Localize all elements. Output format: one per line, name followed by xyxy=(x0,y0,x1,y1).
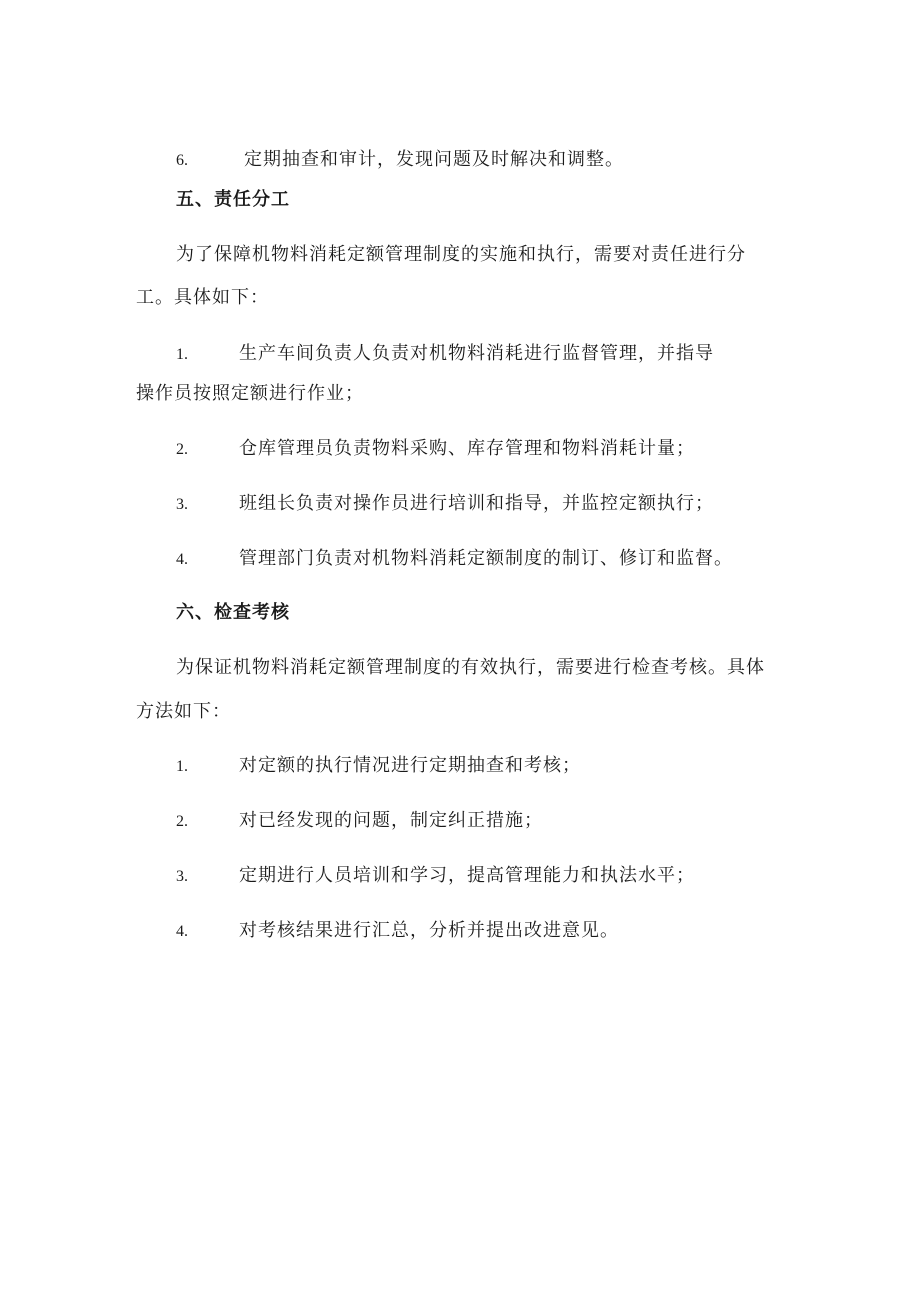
section-heading: 六、检查考核 xyxy=(176,602,290,623)
list-number: 2. xyxy=(176,813,188,830)
list-item-text: 对已经发现的问题，制定纠正措施； xyxy=(239,810,543,831)
list-number: 3. xyxy=(176,496,188,513)
list-item-text: 操作员按照定额进行作业； xyxy=(136,383,364,404)
list-item-text: 生产车间负责人负责对机物料消耗进行监督管理，并指导 xyxy=(239,343,714,364)
list-item-text: 仓库管理员负责物料采购、库存管理和物料消耗计量； xyxy=(239,438,695,459)
list-number: 1. xyxy=(176,758,188,775)
paragraph-text: 方法如下： xyxy=(136,701,231,722)
paragraph-text: 为了保障机物料消耗定额管理制度的实施和执行，需要对责任进行分 xyxy=(176,244,746,265)
list-item-text: 对定额的执行情况进行定期抽查和考核； xyxy=(239,755,581,776)
list-number: 6. xyxy=(176,152,188,169)
list-item-text: 定期进行人员培训和学习，提高管理能力和执法水平； xyxy=(239,865,695,886)
list-number: 4. xyxy=(176,551,188,568)
list-number: 3. xyxy=(176,868,188,885)
list-item-text: 班组长负责对操作员进行培训和指导，并监控定额执行； xyxy=(239,493,714,514)
list-number: 1. xyxy=(176,346,188,363)
list-item-text: 管理部门负责对机物料消耗定额制度的制订、修订和监督。 xyxy=(239,548,733,569)
list-item-text: 对考核结果进行汇总，分析并提出改进意见。 xyxy=(239,920,619,941)
section-heading: 五、责任分工 xyxy=(176,189,290,210)
list-number: 4. xyxy=(176,923,188,940)
list-number: 2. xyxy=(176,441,188,458)
list-item-text: 定期抽查和审计，发现问题及时解决和调整。 xyxy=(244,149,624,170)
paragraph-text: 为保证机物料消耗定额管理制度的有效执行，需要进行检查考核。具体 xyxy=(176,657,765,678)
paragraph-text: 工。具体如下： xyxy=(136,287,269,308)
